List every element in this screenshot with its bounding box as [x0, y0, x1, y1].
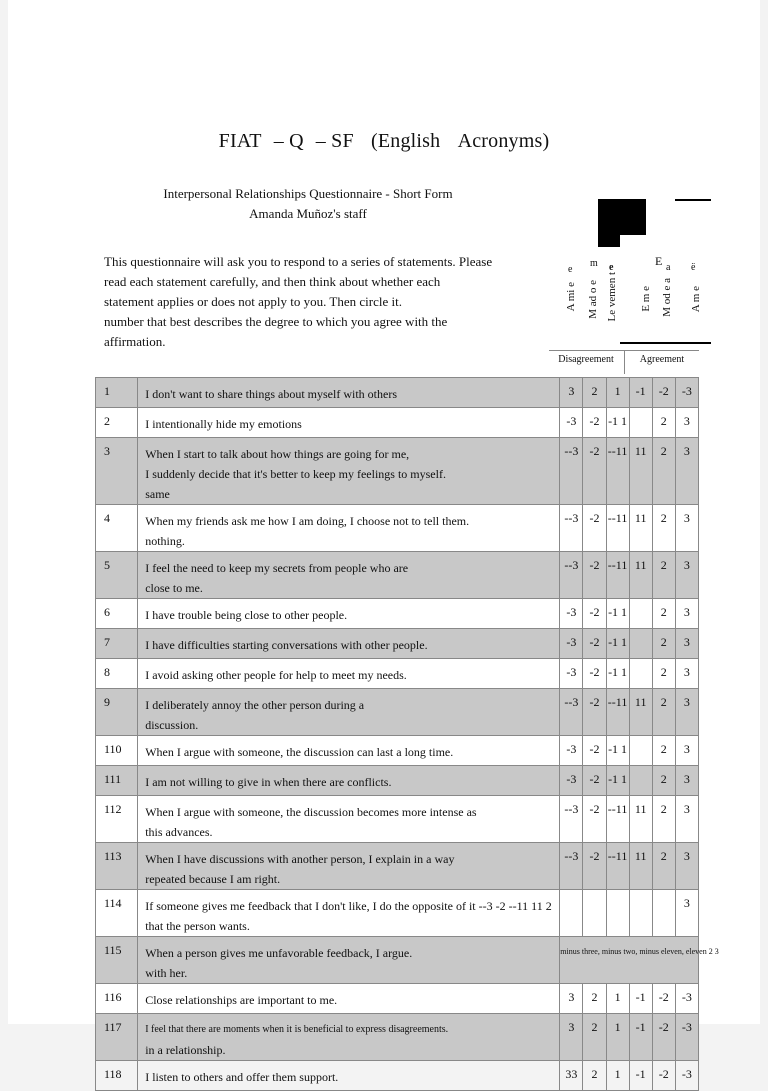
instructions — [104, 252, 493, 352]
scale-label-6: A m e — [690, 286, 702, 313]
rating-option[interactable]: -2 — [652, 378, 675, 408]
rating-option[interactable]: 3 — [675, 689, 698, 736]
stray-mark: E — [655, 254, 663, 268]
rating-option[interactable] — [629, 766, 652, 796]
stray-mark: a — [666, 262, 671, 273]
stray-mark: e — [568, 264, 573, 275]
item-number: 6 — [96, 599, 138, 629]
title-part-5: Acronyms) — [457, 130, 550, 152]
rating-option[interactable]: -2 — [583, 599, 606, 629]
rating-option[interactable]: --3 — [560, 689, 583, 736]
rating-option[interactable]: -1 1 — [606, 766, 629, 796]
questionnaire-row — [96, 505, 699, 552]
rating-option[interactable]: 3 — [675, 505, 698, 552]
rating-options-text[interactable]: minus three, minus two, minus eleven, eleven 2 3 — [560, 937, 699, 984]
statement-line: I feel the need to keep my secrets from people who are — [145, 561, 409, 575]
statement-line: nothing. — [145, 534, 185, 548]
item-statement — [138, 408, 560, 438]
questionnaire-row — [96, 736, 699, 766]
title-part-4: (English — [370, 130, 441, 152]
subtitle — [108, 184, 508, 224]
rating-option[interactable]: 2 — [652, 505, 675, 552]
rating-option[interactable]: 2 — [652, 629, 675, 659]
statement-line: in a relationship. — [145, 1043, 226, 1057]
rating-option[interactable]: --3 — [560, 843, 583, 890]
rating-option[interactable]: -3 — [560, 736, 583, 766]
item-statement — [138, 766, 560, 796]
instructions-line: statement applies or does not apply to you. Then circle it. — [104, 294, 402, 309]
item-statement — [138, 937, 560, 984]
rating-option[interactable]: 33 — [560, 1061, 583, 1091]
scale-label-2: M ad o e — [587, 280, 599, 319]
statement-line: I feel that there are moments when it is beneficial to express disagreements. — [145, 1024, 449, 1035]
statement-line: I listen to others and offer them support. — [145, 1070, 339, 1084]
item-number: 4 — [96, 505, 138, 552]
item-statement — [138, 378, 560, 408]
rating-option[interactable]: 11 — [629, 552, 652, 599]
rating-option[interactable]: --11 — [606, 552, 629, 599]
rating-option[interactable]: -1 — [629, 1014, 652, 1061]
stray-mark: m — [590, 258, 598, 269]
item-statement — [138, 736, 560, 766]
rating-option[interactable]: 3 — [675, 843, 698, 890]
questionnaire-row — [96, 766, 699, 796]
statement-line: When I argue with someone, the discussion becomes more intense as — [145, 805, 477, 819]
rating-option[interactable]: -3 — [560, 408, 583, 438]
disagreement-label: Disagreement — [558, 354, 614, 365]
rating-option[interactable]: 1 — [606, 1061, 629, 1091]
rating-option[interactable]: --11 — [606, 843, 629, 890]
statement-line: I have trouble being close to other people. — [145, 608, 348, 622]
questionnaire-row — [96, 937, 699, 984]
statement-line: When I have discussions with another person, I explain in a way — [145, 852, 455, 866]
rating-option[interactable]: -2 — [583, 843, 606, 890]
rating-option[interactable]: 2 — [652, 599, 675, 629]
rating-option[interactable]: -2 — [583, 438, 606, 505]
scale-label-4: E m e — [640, 286, 652, 312]
rating-option[interactable]: -1 1 — [606, 736, 629, 766]
item-number: 2 — [96, 408, 138, 438]
rating-option[interactable]: 2 — [652, 766, 675, 796]
rating-option[interactable]: -3 — [560, 766, 583, 796]
questionnaire-row — [96, 843, 699, 890]
rating-option[interactable]: -2 — [652, 1061, 675, 1091]
instructions-line: affirmation. — [104, 334, 166, 349]
rating-option[interactable] — [652, 890, 675, 937]
rating-option[interactable]: 2 — [652, 408, 675, 438]
item-number: 5 — [96, 552, 138, 599]
rating-option[interactable] — [629, 408, 652, 438]
item-statement — [138, 984, 560, 1014]
item-statement — [138, 552, 560, 599]
rating-option[interactable]: 3 — [560, 984, 583, 1014]
statement-line: When a person gives me unfavorable feedback, I argue. — [145, 946, 413, 960]
item-statement — [138, 1061, 560, 1091]
stray-mark: e — [609, 262, 614, 273]
rating-option[interactable]: --11 — [606, 505, 629, 552]
rating-option[interactable]: -2 — [583, 766, 606, 796]
item-number: 117 — [96, 1014, 138, 1061]
scale-label-1: A mi e — [565, 282, 577, 312]
item-number: 112 — [96, 796, 138, 843]
rating-option[interactable]: 3 — [675, 629, 698, 659]
rating-option[interactable]: 3 — [675, 890, 698, 937]
questionnaire-row — [96, 599, 699, 629]
item-statement — [138, 890, 560, 937]
questionnaire-row — [96, 408, 699, 438]
statement-line: same — [145, 487, 170, 501]
rating-option[interactable]: 1 — [606, 378, 629, 408]
statement-line: When I argue with someone, the discussion can last a long time. — [145, 745, 454, 759]
item-number: 8 — [96, 659, 138, 689]
statement-line: I have difficulties starting conversations with other people. — [145, 638, 428, 652]
rating-option[interactable]: 3 — [675, 736, 698, 766]
rating-option[interactable]: 2 — [652, 552, 675, 599]
rating-option[interactable]: 1 — [606, 984, 629, 1014]
questionnaire-row — [96, 984, 699, 1014]
rating-option[interactable]: 2 — [652, 438, 675, 505]
rating-option[interactable]: -1 — [629, 378, 652, 408]
rating-option[interactable]: --11 — [606, 796, 629, 843]
rating-option[interactable]: 2 — [652, 659, 675, 689]
rating-option[interactable]: -1 1 — [606, 629, 629, 659]
rating-option[interactable]: --11 — [606, 438, 629, 505]
redaction-block-lower — [598, 235, 620, 247]
rating-option[interactable] — [629, 736, 652, 766]
rating-option[interactable]: 11 — [629, 689, 652, 736]
item-number: 114 — [96, 890, 138, 937]
item-number: 111 — [96, 766, 138, 796]
title-part-2: – Q — [273, 130, 304, 152]
rating-option[interactable]: 11 — [629, 843, 652, 890]
title-part-1: FIAT — [218, 130, 262, 152]
scale-label-3: Le vemen t — [606, 272, 618, 322]
statement-line: this advances. — [145, 825, 213, 839]
rating-option[interactable]: -3 — [560, 629, 583, 659]
rating-option[interactable]: -1 — [629, 1061, 652, 1091]
rating-option[interactable]: 3 — [675, 599, 698, 629]
redaction-block — [598, 199, 646, 235]
statement-line: that the person wants. — [145, 919, 250, 933]
statement-line: discussion. — [145, 718, 199, 732]
questionnaire-row — [96, 689, 699, 736]
rating-option[interactable]: -1 1 — [606, 659, 629, 689]
rating-option[interactable]: -2 — [583, 796, 606, 843]
questionnaire-row — [96, 552, 699, 599]
item-number: 1 — [96, 378, 138, 408]
rating-option[interactable]: 2 — [583, 1061, 606, 1091]
header-rule-top — [675, 199, 711, 201]
item-statement — [138, 659, 560, 689]
item-statement — [138, 599, 560, 629]
instructions-line: number that best describes the degree to which you agree with the — [104, 314, 448, 329]
statement-line: Close relationships are important to me. — [145, 993, 338, 1007]
instructions-line: This questionnaire will ask you to respond to a series of statements. Please — [104, 254, 493, 269]
rating-option[interactable]: 11 — [629, 505, 652, 552]
item-number: 116 — [96, 984, 138, 1014]
rating-option[interactable]: 3 — [675, 766, 698, 796]
rating-option[interactable]: -2 — [652, 1014, 675, 1061]
rating-option[interactable]: --3 — [560, 505, 583, 552]
statement-line: If someone gives me feedback that I don't like, I do the opposite of it --3 -2 --11 11 2 — [145, 899, 552, 913]
item-statement — [138, 689, 560, 736]
rating-option[interactable] — [583, 890, 606, 937]
statement-line: I deliberately annoy the other person during a — [145, 698, 365, 712]
statement-line: close to me. — [145, 581, 203, 595]
rating-option[interactable]: -2 — [583, 408, 606, 438]
questionnaire-row — [96, 796, 699, 843]
rating-option[interactable]: -3 — [675, 1014, 698, 1061]
rating-option[interactable]: 2 — [652, 689, 675, 736]
questionnaire-row — [96, 890, 699, 937]
rating-option[interactable]: -3 — [560, 599, 583, 629]
rating-option[interactable]: -2 — [583, 629, 606, 659]
rating-option[interactable]: -3 — [560, 659, 583, 689]
rating-option[interactable]: -2 — [583, 552, 606, 599]
rating-option[interactable]: 3 — [675, 438, 698, 505]
rating-option[interactable]: 2 — [583, 378, 606, 408]
rating-option[interactable]: -2 — [583, 736, 606, 766]
item-statement — [138, 438, 560, 505]
rating-option[interactable]: -2 — [652, 984, 675, 1014]
statement-line: I intentionally hide my emotions — [145, 417, 302, 431]
rating-option[interactable]: -2 — [583, 505, 606, 552]
statement-line: When I start to talk about how things are going for me, — [145, 447, 410, 461]
instructions-line: read each statement carefully, and then think about whether each — [104, 274, 441, 289]
statement-line: I don't want to share things about myself with others — [145, 387, 397, 401]
rating-option[interactable]: --11 — [606, 689, 629, 736]
rating-option[interactable] — [629, 599, 652, 629]
header-rule-bottom — [620, 342, 711, 344]
item-number: 9 — [96, 689, 138, 736]
rating-option[interactable]: -2 — [583, 659, 606, 689]
item-number: 113 — [96, 843, 138, 890]
subtitle-line-1: Interpersonal Relationships Questionnaire - Short Form — [163, 186, 453, 201]
rating-option[interactable]: 1 — [606, 1014, 629, 1061]
statement-line: I avoid asking other people for help to meet my needs. — [145, 668, 407, 682]
rating-option[interactable]: 2 — [583, 984, 606, 1014]
rating-option[interactable]: --3 — [560, 438, 583, 505]
item-statement — [138, 505, 560, 552]
rating-option[interactable]: 3 — [560, 378, 583, 408]
item-number: 7 — [96, 629, 138, 659]
rating-option[interactable]: 3 — [675, 796, 698, 843]
item-number: 3 — [96, 438, 138, 505]
rating-option[interactable] — [629, 659, 652, 689]
rating-option[interactable]: 3 — [560, 1014, 583, 1061]
rating-option[interactable]: --3 — [560, 796, 583, 843]
rating-option[interactable]: -1 1 — [606, 599, 629, 629]
rating-option[interactable]: 2 — [652, 843, 675, 890]
statement-line: with her. — [145, 966, 188, 980]
item-statement — [138, 796, 560, 843]
rating-option[interactable]: -1 — [629, 984, 652, 1014]
rating-option[interactable]: -3 — [675, 1061, 698, 1091]
statement-line: repeated because I am right. — [145, 872, 281, 886]
rating-option[interactable] — [560, 890, 583, 937]
rating-option[interactable]: -1 1 — [606, 408, 629, 438]
stray-mark: ë — [691, 262, 696, 273]
rating-option[interactable]: -3 — [675, 984, 698, 1014]
rating-option[interactable]: 11 — [629, 438, 652, 505]
questionnaire-row — [96, 659, 699, 689]
item-statement — [138, 1014, 560, 1061]
statement-line: I am not willing to give in when there are conflicts. — [145, 775, 392, 789]
rating-option[interactable]: -2 — [583, 689, 606, 736]
title-part-3: – SF — [315, 130, 354, 152]
scale-label-5: M od e a — [661, 278, 673, 317]
document-page — [8, 0, 760, 1084]
item-number: 115 — [96, 937, 138, 984]
item-number: 118 — [96, 1061, 138, 1091]
rating-option[interactable]: 3 — [675, 552, 698, 599]
rating-option[interactable]: 2 — [652, 796, 675, 843]
rating-option[interactable] — [629, 629, 652, 659]
statement-line: I suddenly decide that it's better to keep my feelings to myself. — [145, 467, 446, 481]
questionnaire-row — [96, 438, 699, 505]
questionnaire-row — [96, 1061, 699, 1091]
rating-option[interactable]: 3 — [675, 408, 698, 438]
rating-option[interactable]: 2 — [652, 736, 675, 766]
rating-option[interactable]: 3 — [675, 659, 698, 689]
questionnaire-row — [96, 378, 699, 408]
rating-option[interactable]: 11 — [629, 796, 652, 843]
questionnaire-row — [96, 629, 699, 659]
rating-option[interactable] — [606, 890, 629, 937]
subtitle-line-2: Amanda Muñoz's staff — [249, 206, 367, 221]
rating-option[interactable]: --3 — [560, 552, 583, 599]
rating-option[interactable] — [629, 890, 652, 937]
item-statement — [138, 843, 560, 890]
item-statement — [138, 629, 560, 659]
page-title — [8, 130, 760, 153]
agreement-label: Agreement — [639, 354, 685, 365]
statement-line: When my friends ask me how I am doing, I choose not to tell them. — [145, 514, 470, 528]
questionnaire-row — [96, 1014, 699, 1061]
rating-option[interactable]: 2 — [583, 1014, 606, 1061]
questionnaire-table — [95, 377, 719, 1091]
rating-option[interactable]: -3 — [675, 378, 698, 408]
item-number: 110 — [96, 736, 138, 766]
